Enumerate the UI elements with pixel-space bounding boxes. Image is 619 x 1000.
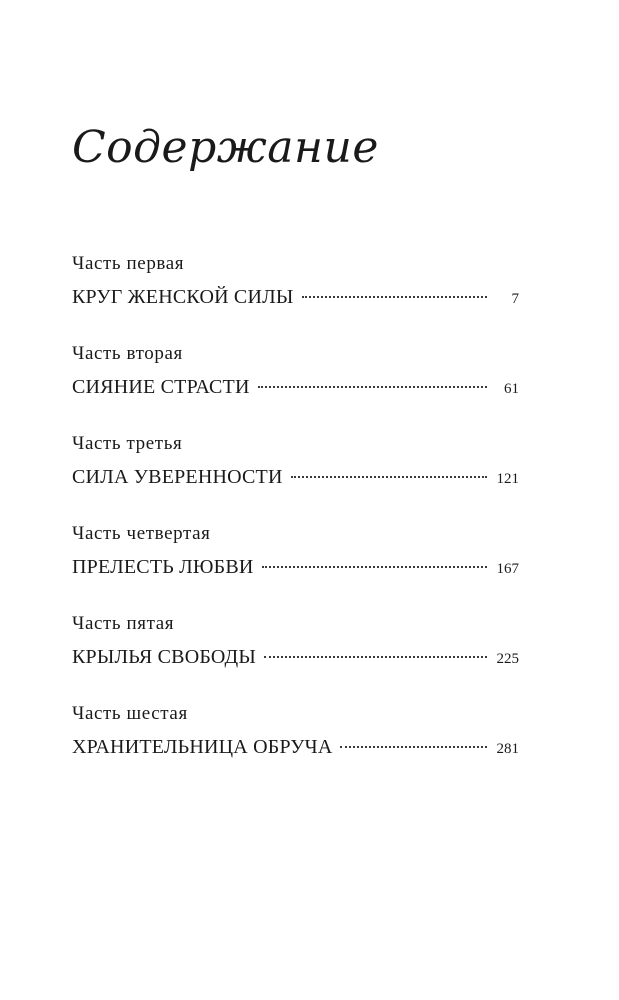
- toc-page-number: 167: [496, 561, 519, 577]
- toc-heading: Содержание: [72, 122, 379, 173]
- toc-part-label: Часть пятая: [72, 613, 175, 634]
- toc-part-label: Часть шестая: [72, 703, 188, 724]
- toc-page-number: 281: [496, 741, 519, 757]
- toc-entry[interactable]: [72, 520, 519, 610]
- toc-entry-line: [72, 372, 519, 402]
- toc-list: [72, 250, 519, 790]
- toc-entry-line: [72, 552, 519, 582]
- toc-page-number: 7: [511, 291, 519, 307]
- dot-leader: [340, 746, 487, 748]
- toc-page-number: 225: [496, 651, 519, 667]
- toc-entry-line: [72, 642, 519, 672]
- toc-entry-line: [72, 282, 519, 312]
- toc-entry[interactable]: [72, 610, 519, 700]
- toc-entry-title: ХРАНИТЕЛЬНИЦА ОБРУЧА: [72, 736, 333, 758]
- dot-leader: [291, 476, 487, 478]
- toc-entry[interactable]: [72, 430, 519, 520]
- toc-entry-title: КРУГ ЖЕНСКОЙ СИЛЫ: [72, 286, 294, 308]
- toc-part-label: Часть четвертая: [72, 523, 211, 544]
- toc-entry[interactable]: [72, 340, 519, 430]
- toc-entry-title: СИЛА УВЕРЕННОСТИ: [72, 466, 283, 488]
- toc-part-label: Часть третья: [72, 433, 183, 454]
- toc-page-number: 121: [496, 471, 519, 487]
- toc-entry[interactable]: [72, 700, 519, 790]
- toc-entry-title: СИЯНИЕ СТРАСТИ: [72, 376, 250, 398]
- toc-page-number: 61: [504, 381, 519, 397]
- toc-entry-title: КРЫЛЬЯ СВОБОДЫ: [72, 646, 257, 668]
- toc-part-label: Часть вторая: [72, 343, 183, 364]
- toc-entry-line: [72, 462, 519, 492]
- dot-leader: [262, 566, 487, 568]
- dot-leader: [264, 656, 487, 658]
- dot-leader: [302, 296, 487, 298]
- toc-part-label: Часть первая: [72, 253, 185, 274]
- toc-entry-title: ПРЕЛЕСТЬ ЛЮБВИ: [72, 556, 254, 578]
- toc-entry[interactable]: [72, 250, 519, 340]
- dot-leader: [258, 386, 487, 388]
- toc-entry-line: [72, 732, 519, 762]
